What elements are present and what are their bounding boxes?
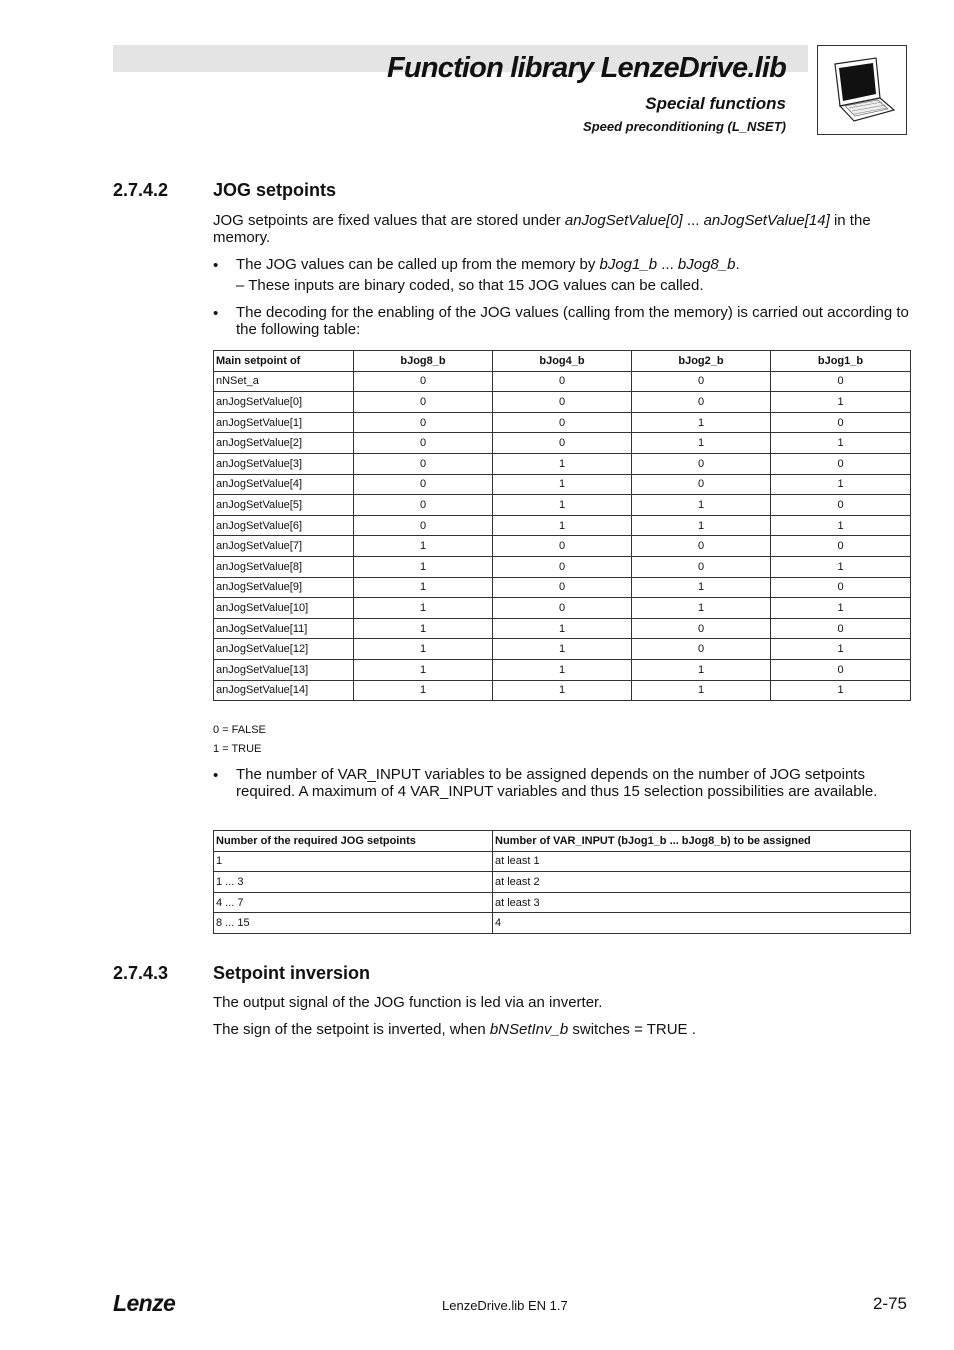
- footer-document: LenzeDrive.lib EN 1.7: [442, 1298, 568, 1313]
- table-header-cell: bJog2_b: [632, 351, 771, 372]
- table-cell: 0: [632, 453, 771, 474]
- table-cell: 0: [354, 392, 493, 413]
- table-header-row: [214, 831, 911, 852]
- table-cell: anJogSetValue[3]: [214, 453, 354, 474]
- paragraph: The output signal of the JOG function is led via an inverter.: [213, 994, 603, 1011]
- table-row: [214, 872, 911, 893]
- table-cell: 1: [493, 639, 632, 660]
- table-cell: 0: [632, 618, 771, 639]
- table-cell: 0: [493, 371, 632, 392]
- table-cell: anJogSetValue[9]: [214, 577, 354, 598]
- table-row: [214, 371, 911, 392]
- table-cell: 1: [771, 556, 911, 577]
- table-header-cell: bJog4_b: [493, 351, 632, 372]
- legend-true: 1 = TRUE: [213, 743, 262, 755]
- table-row: [214, 913, 911, 934]
- table-cell: 0: [493, 412, 632, 433]
- table-header-cell: Main setpoint of: [214, 351, 354, 372]
- section-number: 2.7.4.3: [113, 963, 169, 983]
- table-cell: 1: [493, 618, 632, 639]
- table-cell: 4: [493, 913, 911, 934]
- table-cell: 0: [354, 412, 493, 433]
- table-cell: anJogSetValue[12]: [214, 639, 354, 660]
- section-title: Setpoint inversion: [213, 963, 371, 983]
- table-cell: 0: [771, 453, 911, 474]
- table-cell: 1: [354, 680, 493, 701]
- table-cell: anJogSetValue[11]: [214, 618, 354, 639]
- table-cell: 0: [632, 536, 771, 557]
- intro-paragraph: JOG setpoints are fixed values that are stored under anJogSetValue[0] ... anJogSetValue[14] in the memory.: [213, 212, 871, 246]
- table-cell: 1: [632, 412, 771, 433]
- table-cell: anJogSetValue[0]: [214, 392, 354, 413]
- jog-decoding-table: [213, 350, 911, 701]
- laptop-icon: [817, 45, 907, 135]
- table-cell: 4 ... 7: [214, 892, 493, 913]
- table-cell: 0: [632, 392, 771, 413]
- table-cell: 1: [354, 639, 493, 660]
- lenze-logo: Lenze: [113, 1290, 176, 1316]
- table-header-cell: bJog1_b: [771, 351, 911, 372]
- table-cell: 0: [493, 536, 632, 557]
- bullet-text: The decoding for the enabling of the JOG values (calling from the memory) is carried out according to the following table:: [236, 304, 909, 338]
- page-number: 2-75: [872, 1294, 907, 1313]
- table-cell: 0: [493, 392, 632, 413]
- table-row: [214, 453, 911, 474]
- table-cell: anJogSetValue[4]: [214, 474, 354, 495]
- table-cell: 8 ... 15: [214, 913, 493, 934]
- table-row: [214, 618, 911, 639]
- table-cell: 1: [493, 680, 632, 701]
- table-cell: 1: [354, 618, 493, 639]
- table-header-cell: Number of the required JOG setpoints: [214, 831, 493, 852]
- table-row: [214, 639, 911, 660]
- table-header-row: [214, 351, 911, 372]
- table-row: [214, 515, 911, 536]
- chapter-title: Special functions: [645, 94, 786, 113]
- table-cell: 1: [771, 515, 911, 536]
- table-cell: anJogSetValue[13]: [214, 659, 354, 680]
- table-cell: 1: [354, 598, 493, 619]
- table-cell: 0: [354, 495, 493, 516]
- document-title: Function library LenzeDrive.lib: [387, 52, 786, 84]
- table-row: [214, 433, 911, 454]
- table-row: [214, 598, 911, 619]
- bullet-marker: •: [213, 305, 219, 322]
- table-row: [214, 680, 911, 701]
- bullet-subtext: – These inputs are binary coded, so that 15 JOG values can be called.: [236, 277, 704, 294]
- table-header-cell: Number of VAR_INPUT (bJog1_b ... bJog8_b) to be assigned: [493, 831, 911, 852]
- table-cell: 0: [493, 577, 632, 598]
- table-row: [214, 412, 911, 433]
- table-cell: anJogSetValue[5]: [214, 495, 354, 516]
- table-cell: 1: [632, 495, 771, 516]
- table-cell: 1: [632, 680, 771, 701]
- table-cell: 0: [493, 556, 632, 577]
- table-cell: 0: [771, 495, 911, 516]
- table-cell: 0: [771, 412, 911, 433]
- table-cell: 1: [632, 515, 771, 536]
- table-cell: anJogSetValue[14]: [214, 680, 354, 701]
- table-cell: anJogSetValue[10]: [214, 598, 354, 619]
- table-cell: 1: [493, 495, 632, 516]
- table-cell: 1: [632, 433, 771, 454]
- subchapter-title: Speed preconditioning (L_NSET): [583, 119, 786, 134]
- table-cell: 0: [354, 433, 493, 454]
- bullet-marker: •: [213, 257, 219, 274]
- table-cell: 1: [771, 433, 911, 454]
- table-header-cell: bJog8_b: [354, 351, 493, 372]
- table-cell: 0: [771, 536, 911, 557]
- var-input-table: [213, 830, 911, 934]
- table-cell: 1: [493, 659, 632, 680]
- table-row: [214, 659, 911, 680]
- table-cell: 1: [354, 536, 493, 557]
- table-cell: 1 ... 3: [214, 872, 493, 893]
- table-cell: 1: [771, 598, 911, 619]
- table-cell: 0: [493, 433, 632, 454]
- table-cell: 0: [771, 618, 911, 639]
- table-cell: 0: [354, 474, 493, 495]
- table-cell: nNSet_a: [214, 371, 354, 392]
- table-cell: 1: [354, 577, 493, 598]
- table-cell: 0: [354, 515, 493, 536]
- legend-false: 0 = FALSE: [213, 724, 266, 736]
- table-row: [214, 392, 911, 413]
- table-cell: 0: [632, 639, 771, 660]
- table-cell: anJogSetValue[7]: [214, 536, 354, 557]
- table-row: [214, 892, 911, 913]
- bullet-marker: •: [213, 767, 219, 784]
- table-row: [214, 851, 911, 872]
- table-cell: anJogSetValue[2]: [214, 433, 354, 454]
- table-cell: 1: [771, 474, 911, 495]
- table-cell: anJogSetValue[8]: [214, 556, 354, 577]
- table-cell: 0: [354, 453, 493, 474]
- section-number: 2.7.4.2: [113, 180, 169, 200]
- table-cell: 1: [771, 680, 911, 701]
- table-cell: anJogSetValue[1]: [214, 412, 354, 433]
- table-row: [214, 474, 911, 495]
- table-cell: 1: [214, 851, 493, 872]
- table-cell: anJogSetValue[6]: [214, 515, 354, 536]
- table-cell: 1: [771, 639, 911, 660]
- table-cell: 0: [632, 371, 771, 392]
- bullet-text: The JOG values can be called up from the memory by bJog1_b ... bJog8_b.: [236, 256, 740, 273]
- table-cell: 0: [632, 474, 771, 495]
- table-cell: at least 1: [493, 851, 911, 872]
- table-cell: 1: [493, 515, 632, 536]
- table-row: [214, 556, 911, 577]
- table-cell: 1: [632, 659, 771, 680]
- table-row: [214, 495, 911, 516]
- bullet-text: The number of VAR_INPUT variables to be assigned depends on the number of JOG setpoints required. A maximum of 4 VAR_INPUT variables and thus 15 selection possibilities are available.: [236, 766, 878, 800]
- table-cell: at least 2: [493, 872, 911, 893]
- section-title: JOG setpoints: [213, 180, 337, 200]
- table-cell: 1: [354, 556, 493, 577]
- table-cell: 0: [771, 577, 911, 598]
- table-cell: 1: [354, 659, 493, 680]
- table-row: [214, 577, 911, 598]
- table-cell: 1: [771, 392, 911, 413]
- table-cell: 0: [771, 659, 911, 680]
- table-cell: 1: [632, 598, 771, 619]
- table-cell: 0: [493, 598, 632, 619]
- table-row: [214, 536, 911, 557]
- table-cell: 0: [771, 371, 911, 392]
- table-cell: 0: [632, 556, 771, 577]
- table-cell: 0: [354, 371, 493, 392]
- table-cell: 1: [493, 453, 632, 474]
- paragraph: The sign of the setpoint is inverted, when bNSetInv_b switches = TRUE .: [213, 1021, 696, 1038]
- table-cell: at least 3: [493, 892, 911, 913]
- table-cell: 1: [632, 577, 771, 598]
- table-cell: 1: [493, 474, 632, 495]
